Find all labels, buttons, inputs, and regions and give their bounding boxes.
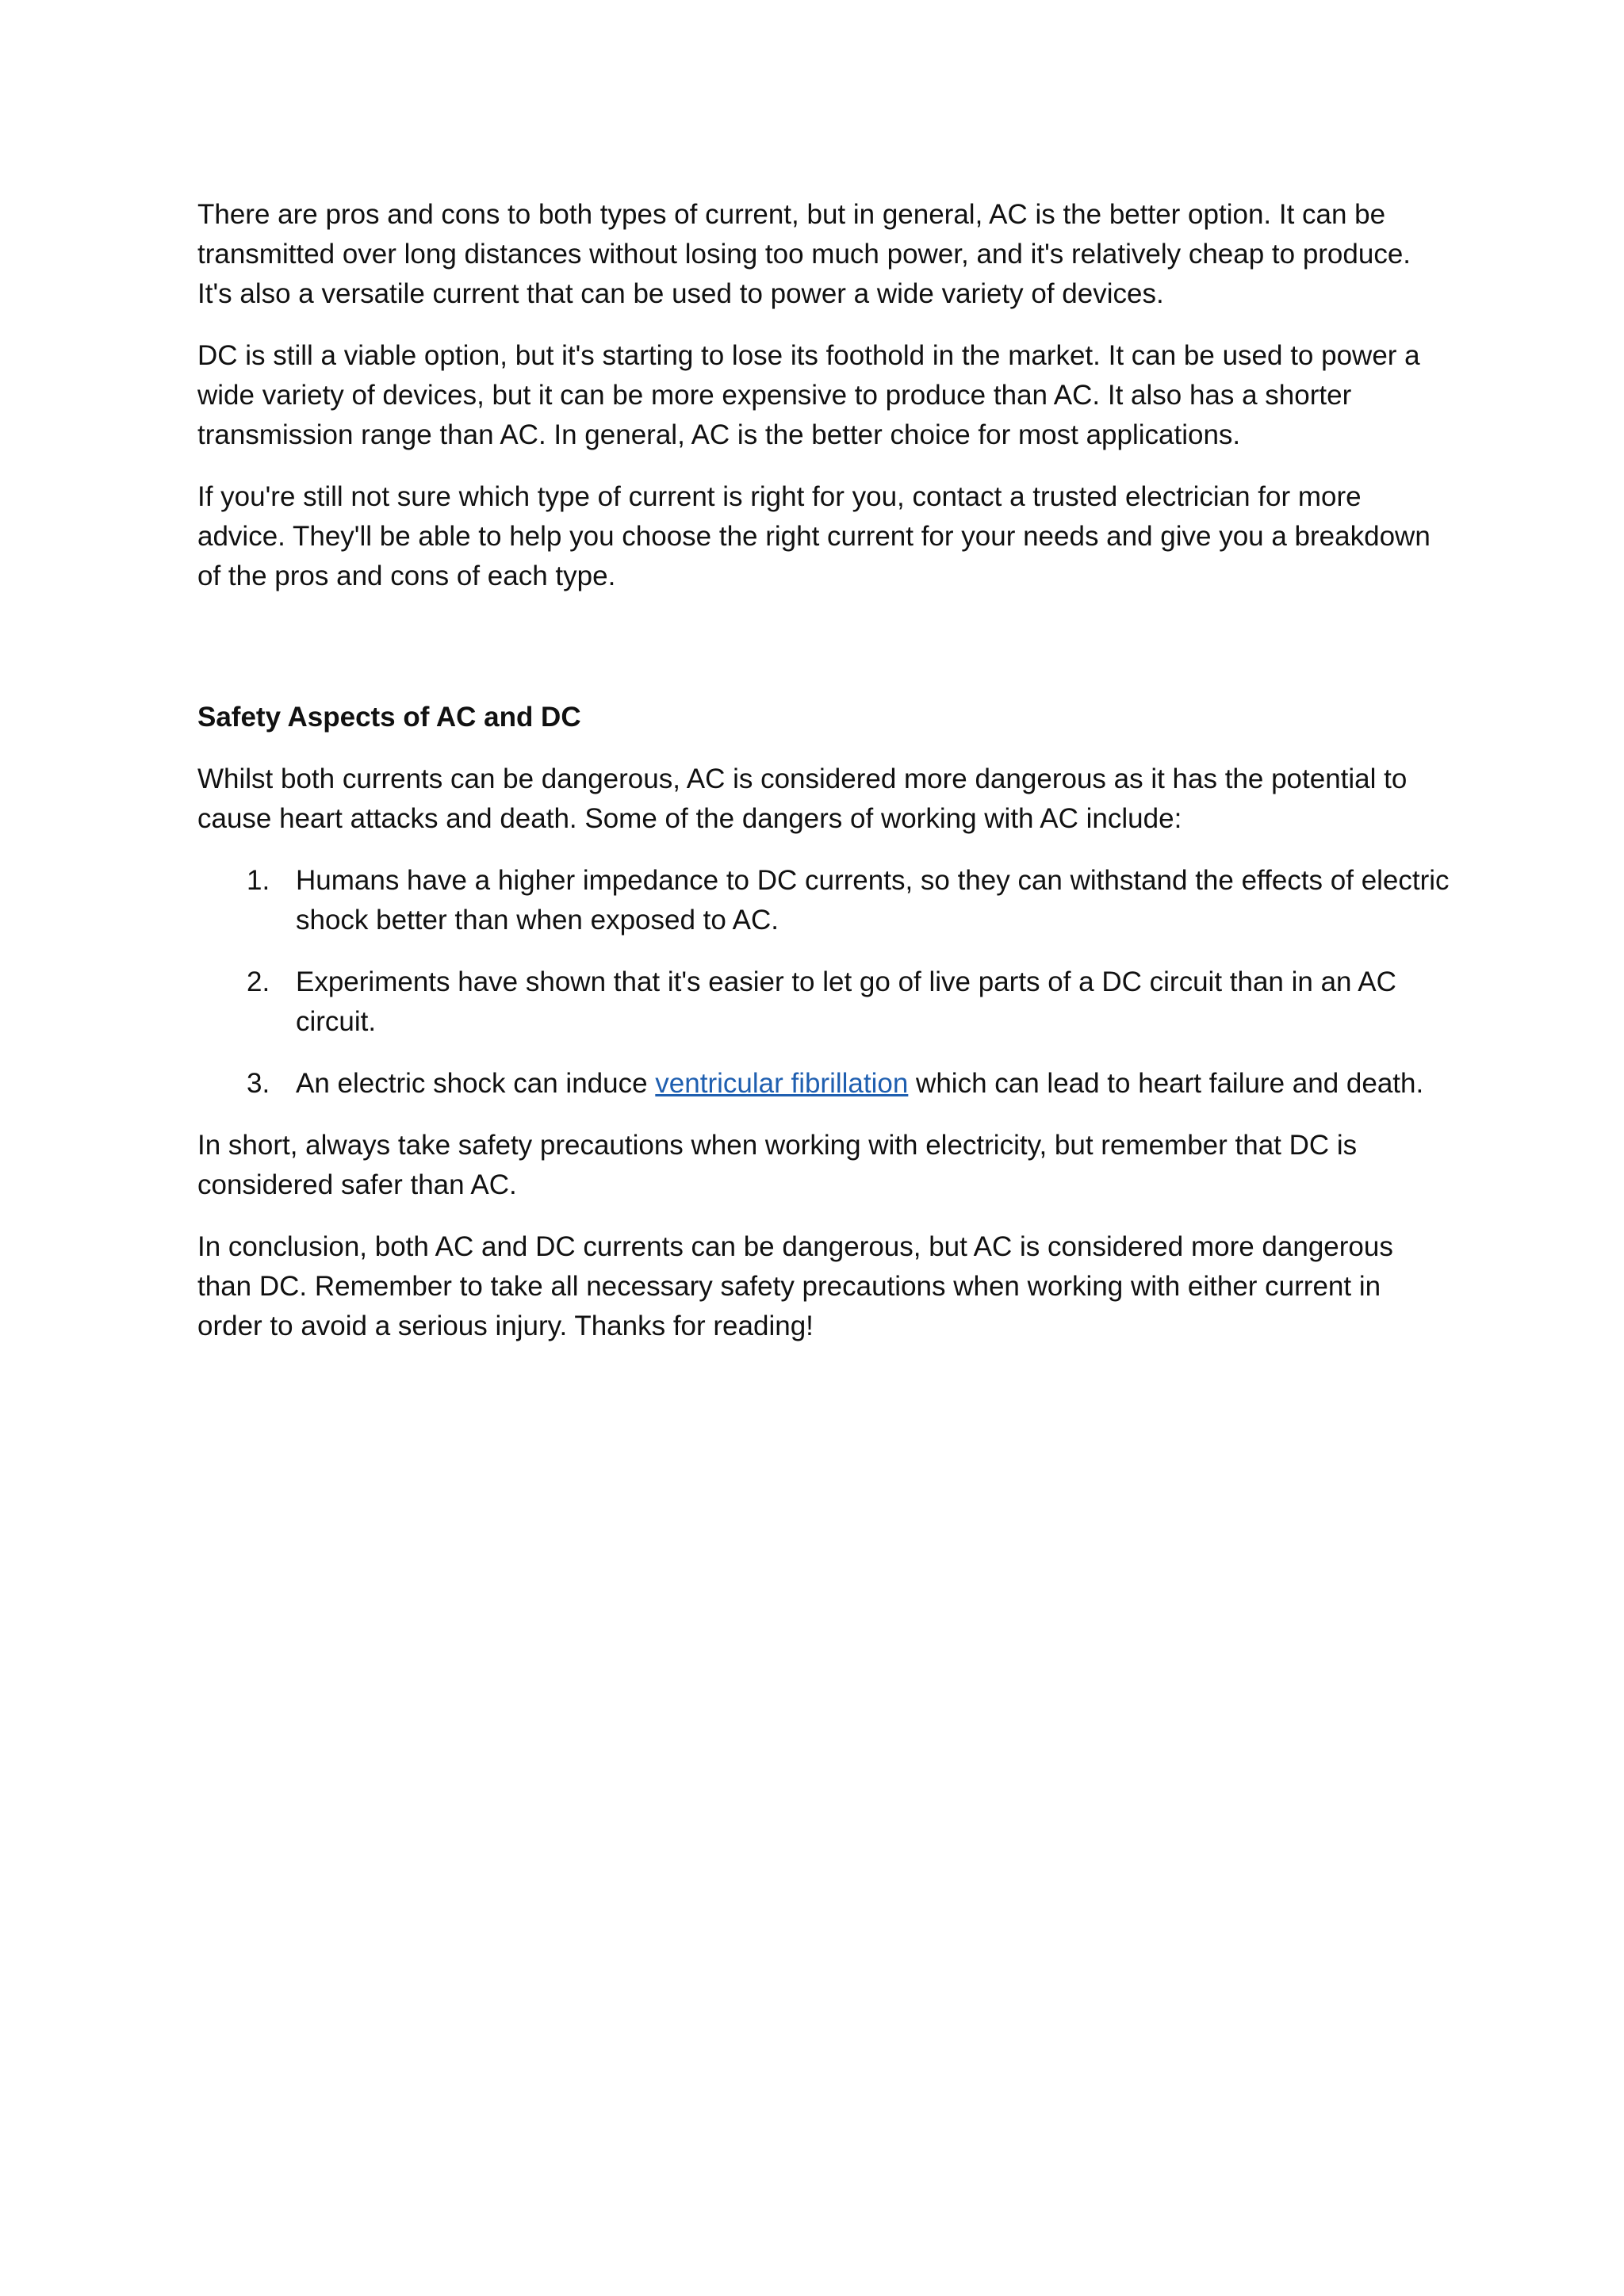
list-item	[197, 962, 1450, 1042]
list-item-number: 1.	[247, 865, 270, 896]
paragraph-dc-viability: DC is still a viable option, but it's starting to lose its foothold in the market. It can be used to power a wide variety of devices, but it can be more expensive to produce than AC. It also has a shorter transmission range than AC. In general, AC is the better choice for most applications.	[197, 340, 1420, 450]
list-item-text-before-link: An electric shock can induce	[296, 1068, 656, 1099]
section-spacer	[197, 618, 1450, 698]
list-item-text: Humans have a higher impedance to DC currents, so they can withstand the effects of electric shock better than when exposed to AC.	[296, 865, 1450, 936]
section-heading-safety: Safety Aspects of AC and DC	[197, 702, 581, 733]
paragraph-conclusion: In conclusion, both AC and DC currents can be dangerous, but AC is considered more dangerous than DC. Remember to take all necessary safety precautions when working with either current in order to avoid a serious injury. Thanks for reading!	[197, 1231, 1393, 1341]
paragraph-safety-short: In short, always take safety precautions when working with electricity, but remember that DC is considered safer than AC.	[197, 1130, 1358, 1200]
list-item-text: Experiments have shown that it's easier to let go of live parts of a DC circuit than in an AC circuit.	[296, 966, 1396, 1037]
dangers-list	[197, 861, 1450, 1104]
list-item	[197, 861, 1450, 940]
document-body	[197, 195, 1450, 1368]
paragraph-ac-advantages: There are pros and cons to both types of current, but in general, AC is the better option. It can be transmitted over long distances without losing too much power, and it's relatively cheap to produce. It's also a versatile current that can be used to power a wide variety of devices.	[197, 199, 1411, 309]
paragraph-contact-electrician: If you're still not sure which type of current is right for you, contact a trusted electrician for more advice. They'll be able to help you choose the right current for your needs and give you a breakdown of the pros and cons of each type.	[197, 481, 1431, 591]
list-item-number: 2.	[247, 966, 270, 997]
paragraph-safety-intro: Whilst both currents can be dangerous, AC is considered more dangerous as it has the potential to cause heart attacks and death. Some of the dangers of working with AC include:	[197, 763, 1408, 834]
ventricular-fibrillation-link[interactable]: ventricular fibrillation	[655, 1068, 909, 1099]
list-item	[197, 1064, 1450, 1104]
list-item-text-after-link: which can lead to heart failure and death.	[908, 1068, 1424, 1099]
list-item-number: 3.	[247, 1068, 270, 1099]
